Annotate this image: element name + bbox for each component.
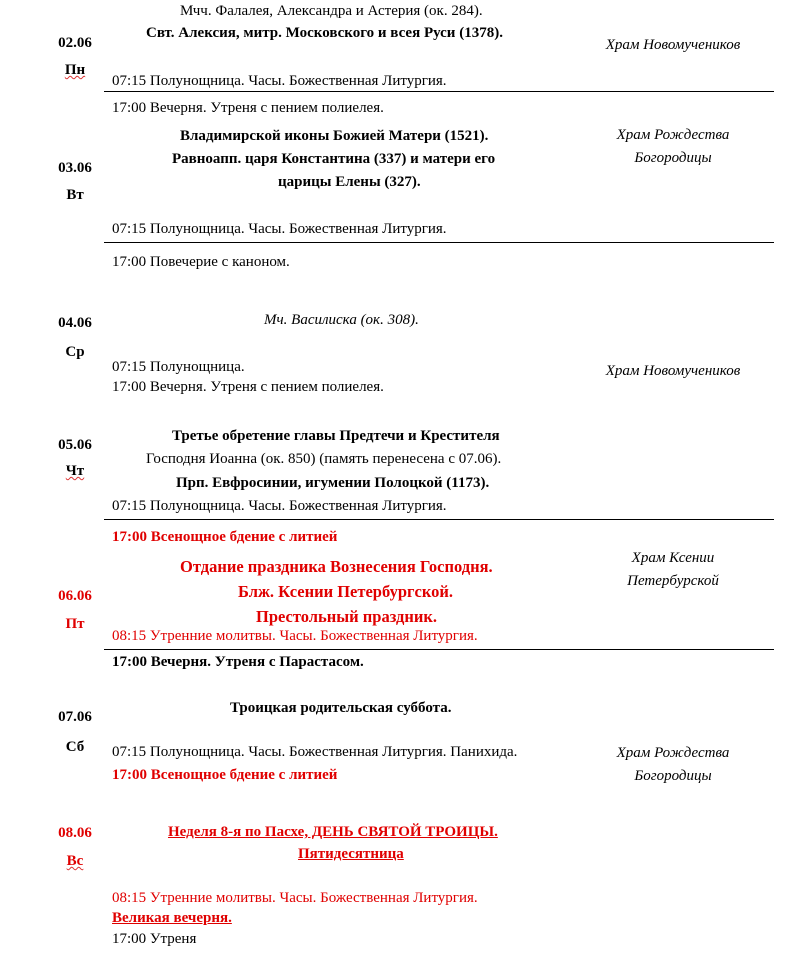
divider (104, 649, 774, 650)
weekday-label: Пн (64, 62, 86, 78)
feast-line: Третье обретение главы Предтечи и Крестителя (172, 428, 500, 444)
service-line: 08:15 Утренние молитвы. Часы. Божественная Литургия. (112, 628, 478, 644)
feast-line: Господня Иоанна (ок. 850) (память перенесена с 07.06). (146, 451, 502, 467)
weekday-label: Чт (65, 463, 85, 479)
weekday-label: Сб (65, 739, 85, 755)
date-label: 04.06 (58, 315, 92, 331)
service-line: 17:00 Всенощное бдение с литией (112, 529, 338, 545)
service-line: 07:15 Полунощница. (112, 359, 245, 375)
feast-line: Престольный праздник. (256, 607, 438, 626)
date-label: 08.06 (58, 825, 92, 841)
service-line: 07:15 Полунощница. Часы. Божественная Литургия. (112, 73, 447, 89)
service-line: 17:00 Повечерие с каноном. (112, 254, 290, 270)
temple-label: Храм Новомучеников (605, 37, 741, 53)
feast-line: Троицкая родительская суббота. (230, 700, 452, 716)
feast-line: Мч. Василиска (ок. 308). (264, 312, 419, 328)
service-line: 17:00 Вечерня. Утреня с Парастасом. (112, 654, 364, 670)
temple-label: Храм Рождества Богородицы (616, 745, 730, 784)
divider (104, 91, 774, 92)
feast-line: царицы Елены (327). (278, 174, 421, 190)
feast-line: Отдание праздника Вознесения Господня. (180, 557, 493, 576)
date-label: 05.06 (58, 437, 92, 453)
temple-label: Храм Новомучеников (605, 363, 741, 379)
weekday-label: Вс (66, 853, 84, 869)
temple-label: Храм Рождества Богородицы (616, 127, 730, 166)
divider (104, 519, 774, 520)
date-label: 07.06 (58, 709, 92, 725)
service-line: Великая вечерня. (112, 910, 232, 926)
weekday-label: Пт (65, 616, 85, 632)
temple-label: Храм Ксении Петербурской (627, 550, 719, 589)
date-label: 06.06 (58, 588, 92, 604)
date-label: 02.06 (58, 35, 92, 51)
feast-line: Прп. Евфросинии, игумении Полоцкой (1173). (176, 475, 490, 491)
feast-line: Равноапп. царя Константина (337) и матери его (172, 151, 496, 167)
date-label: 03.06 (58, 160, 92, 176)
service-line: 17:00 Вечерня. Утреня с пением полиелея. (112, 379, 384, 395)
service-line: 07:15 Полунощница. Часы. Божественная Литургия. (112, 498, 447, 514)
feast-line: Неделя 8-я по Пасхе, ДЕНЬ СВЯТОЙ ТРОИЦЫ. (168, 824, 498, 840)
feast-line: Мчч. Фалалея, Александра и Астерия (ок. 284). (180, 3, 483, 19)
service-line: 17:00 Вечерня. Утреня с пением полиелея. (112, 100, 384, 116)
service-line: 08:15 Утренние молитвы. Часы. Божественная Литургия. (112, 890, 478, 906)
service-line: 17:00 Всенощное бдение с литией (112, 767, 338, 783)
service-line: 07:15 Полунощница. Часы. Божественная Литургия. Панихида. (112, 744, 518, 760)
weekday-label: Ср (65, 344, 85, 360)
feast-line: Пятидесятница (298, 846, 404, 862)
feast-line: Свт. Алексия, митр. Московского и всея Руси (1378). (146, 25, 503, 41)
divider (104, 242, 774, 243)
feast-line: Владимирской иконы Божией Матери (1521). (180, 128, 489, 144)
service-line: 07:15 Полунощница. Часы. Божественная Литургия. (112, 221, 447, 237)
weekday-label: Вт (66, 187, 84, 203)
feast-line: Блж. Ксении Петербургской. (238, 582, 454, 601)
service-line: 17:00 Утреня (112, 931, 197, 947)
